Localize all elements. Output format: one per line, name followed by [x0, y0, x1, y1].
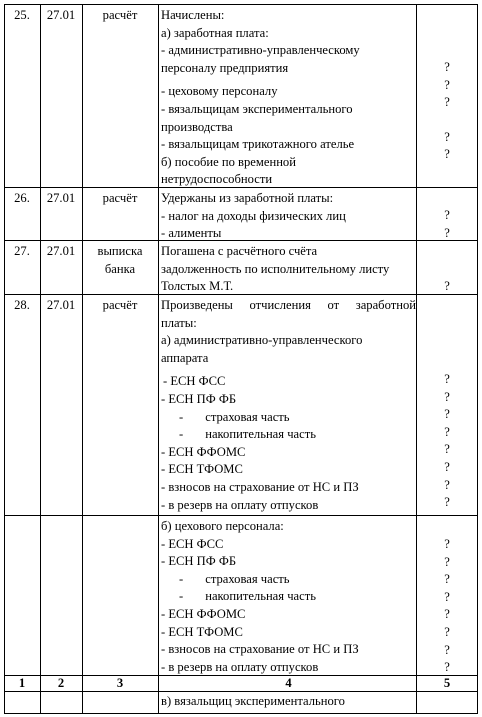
desc-line: - налог на доходы физических лиц [161, 208, 346, 223]
desc-line: - в резерв на оплату отпусков [161, 497, 319, 512]
desc-line: - ЕСН ФСС [163, 374, 226, 389]
doc-type-line: банка [104, 261, 136, 276]
desc-line: производства [161, 119, 233, 134]
desc-line: - взносов на страхование от НС и ПЗ [161, 642, 359, 657]
row-28b-description [161, 519, 416, 677]
column-header-1: 1 [18, 676, 26, 690]
desc-line: а) административно-управленческого [161, 333, 363, 348]
desc-line: б) цехового персонала: [161, 519, 284, 533]
desc-line: - страховая часть [179, 571, 290, 586]
desc-line: Произведены отчисления от заработной [161, 298, 416, 312]
desc-line: - страховая часть [179, 409, 290, 424]
desc-line: - алименты [161, 226, 222, 241]
desc-line: - накопительная часть [179, 589, 316, 604]
desc-line: - ЕСН ПФ ФБ [161, 554, 237, 569]
amount-placeholder: ? [444, 407, 450, 422]
desc-line: - ЕСН ФСС [161, 536, 224, 551]
row-28-number: 28. [14, 298, 30, 312]
amount-placeholder: ? [444, 389, 450, 404]
row-27-date: 27.01 [46, 244, 76, 258]
desc-line: Удержаны из заработной платы: [161, 191, 334, 205]
desc-line: б) пособие по временной [161, 154, 296, 169]
desc-line: - цеховому персоналу [161, 84, 278, 99]
amount-placeholder: ? [444, 208, 450, 222]
amount-placeholder: ? [444, 537, 450, 551]
amount-placeholder: ? [444, 279, 450, 293]
amount-placeholder: ? [444, 660, 450, 675]
table-border-left [4, 4, 5, 714]
desc-line: задолженность по исполнительному листу [161, 261, 390, 276]
col-divider-2 [82, 4, 83, 714]
desc-line: Толстых М.Т. [161, 279, 234, 294]
amount-placeholder: ? [444, 95, 450, 110]
header-divider [4, 691, 478, 692]
row-25-number: 25. [14, 8, 30, 22]
row-27-description [161, 244, 416, 297]
desc-line: - вязальщицам трикотажного ателье [161, 137, 355, 152]
amount-placeholder: ? [444, 60, 450, 74]
amount-placeholder: ? [444, 459, 450, 474]
row-28-date: 27.01 [46, 298, 76, 312]
amount-placeholder: ? [444, 477, 450, 492]
col-divider-1 [40, 4, 41, 714]
amount-placeholder: ? [444, 372, 450, 386]
desc-line: - административно-управленческому [161, 43, 360, 58]
row-26-description [161, 191, 416, 244]
amount-placeholder: ? [444, 424, 450, 439]
column-header-5: 5 [443, 676, 451, 690]
table-border-top [4, 4, 478, 5]
amount-placeholder: ? [444, 572, 450, 587]
row-divider-28a [4, 515, 478, 516]
ledger-table [4, 4, 478, 714]
desc-line: - в резерв на оплату отпусков [161, 659, 319, 674]
desc-line: - ЕСН ФФОМС [161, 606, 246, 621]
row-28a-amounts [416, 372, 478, 513]
amount-placeholder: ? [444, 129, 450, 144]
desc-line: - ЕСН ТФОМС [161, 462, 243, 477]
amount-placeholder: ? [444, 495, 450, 510]
desc-line: персоналу предприятия [161, 60, 289, 75]
col-divider-3 [158, 4, 159, 714]
doc-type-line: выписка [97, 244, 143, 258]
row-28a-description [161, 298, 416, 515]
row-28b-amounts [416, 537, 478, 678]
row-26-date: 27.01 [46, 191, 76, 205]
table-border-bottom [4, 713, 478, 714]
row-26-number: 26. [14, 191, 30, 205]
amount-placeholder: ? [444, 589, 450, 604]
column-header-4: 4 [285, 676, 292, 690]
row-25-doc-type: расчёт [102, 8, 138, 22]
amount-placeholder: ? [444, 554, 450, 569]
amount-placeholder: ? [444, 77, 450, 92]
row-25-date: 27.01 [46, 8, 76, 22]
desc-line: платы: [161, 315, 197, 330]
row-25-amount [416, 60, 478, 165]
desc-line: - ЕСН ПФ ФБ [161, 391, 237, 406]
row-27-amount [416, 279, 478, 297]
desc-line: - ЕСН ТФОМС [161, 624, 243, 639]
row-27-number: 27. [14, 244, 30, 258]
amount-placeholder: ? [444, 225, 450, 240]
desc-line: нетрудоспособности [161, 172, 273, 187]
row-26-doc-type: расчёт [102, 191, 138, 205]
column-header-3: 3 [116, 676, 124, 690]
amount-placeholder: ? [444, 147, 450, 162]
desc-line: - ЕСН ФФОМС [161, 444, 246, 459]
desc-line: Начислены: [161, 8, 225, 22]
desc-line: аппарата [161, 350, 209, 365]
row-26-amount [416, 208, 478, 243]
amount-placeholder: ? [444, 624, 450, 639]
row-25-description [161, 8, 416, 190]
row-28-doc-type: расчёт [102, 298, 138, 312]
desc-line: - взносов на страхование от НС и ПЗ [161, 479, 359, 494]
desc-line: - накопительная часть [179, 427, 316, 442]
row-27-doc-type [82, 244, 158, 279]
desc-line: а) заработная плата: [161, 25, 269, 40]
row-28c-description: в) вязальщиц экспериментального [161, 694, 345, 708]
amount-placeholder: ? [444, 442, 450, 457]
desc-line: - вязальщицам экспериментального [161, 101, 353, 116]
amount-placeholder: ? [444, 607, 450, 622]
column-header-2: 2 [57, 676, 65, 690]
desc-line: Погашена с расчётного счёта [161, 244, 318, 258]
amount-placeholder: ? [444, 642, 450, 657]
